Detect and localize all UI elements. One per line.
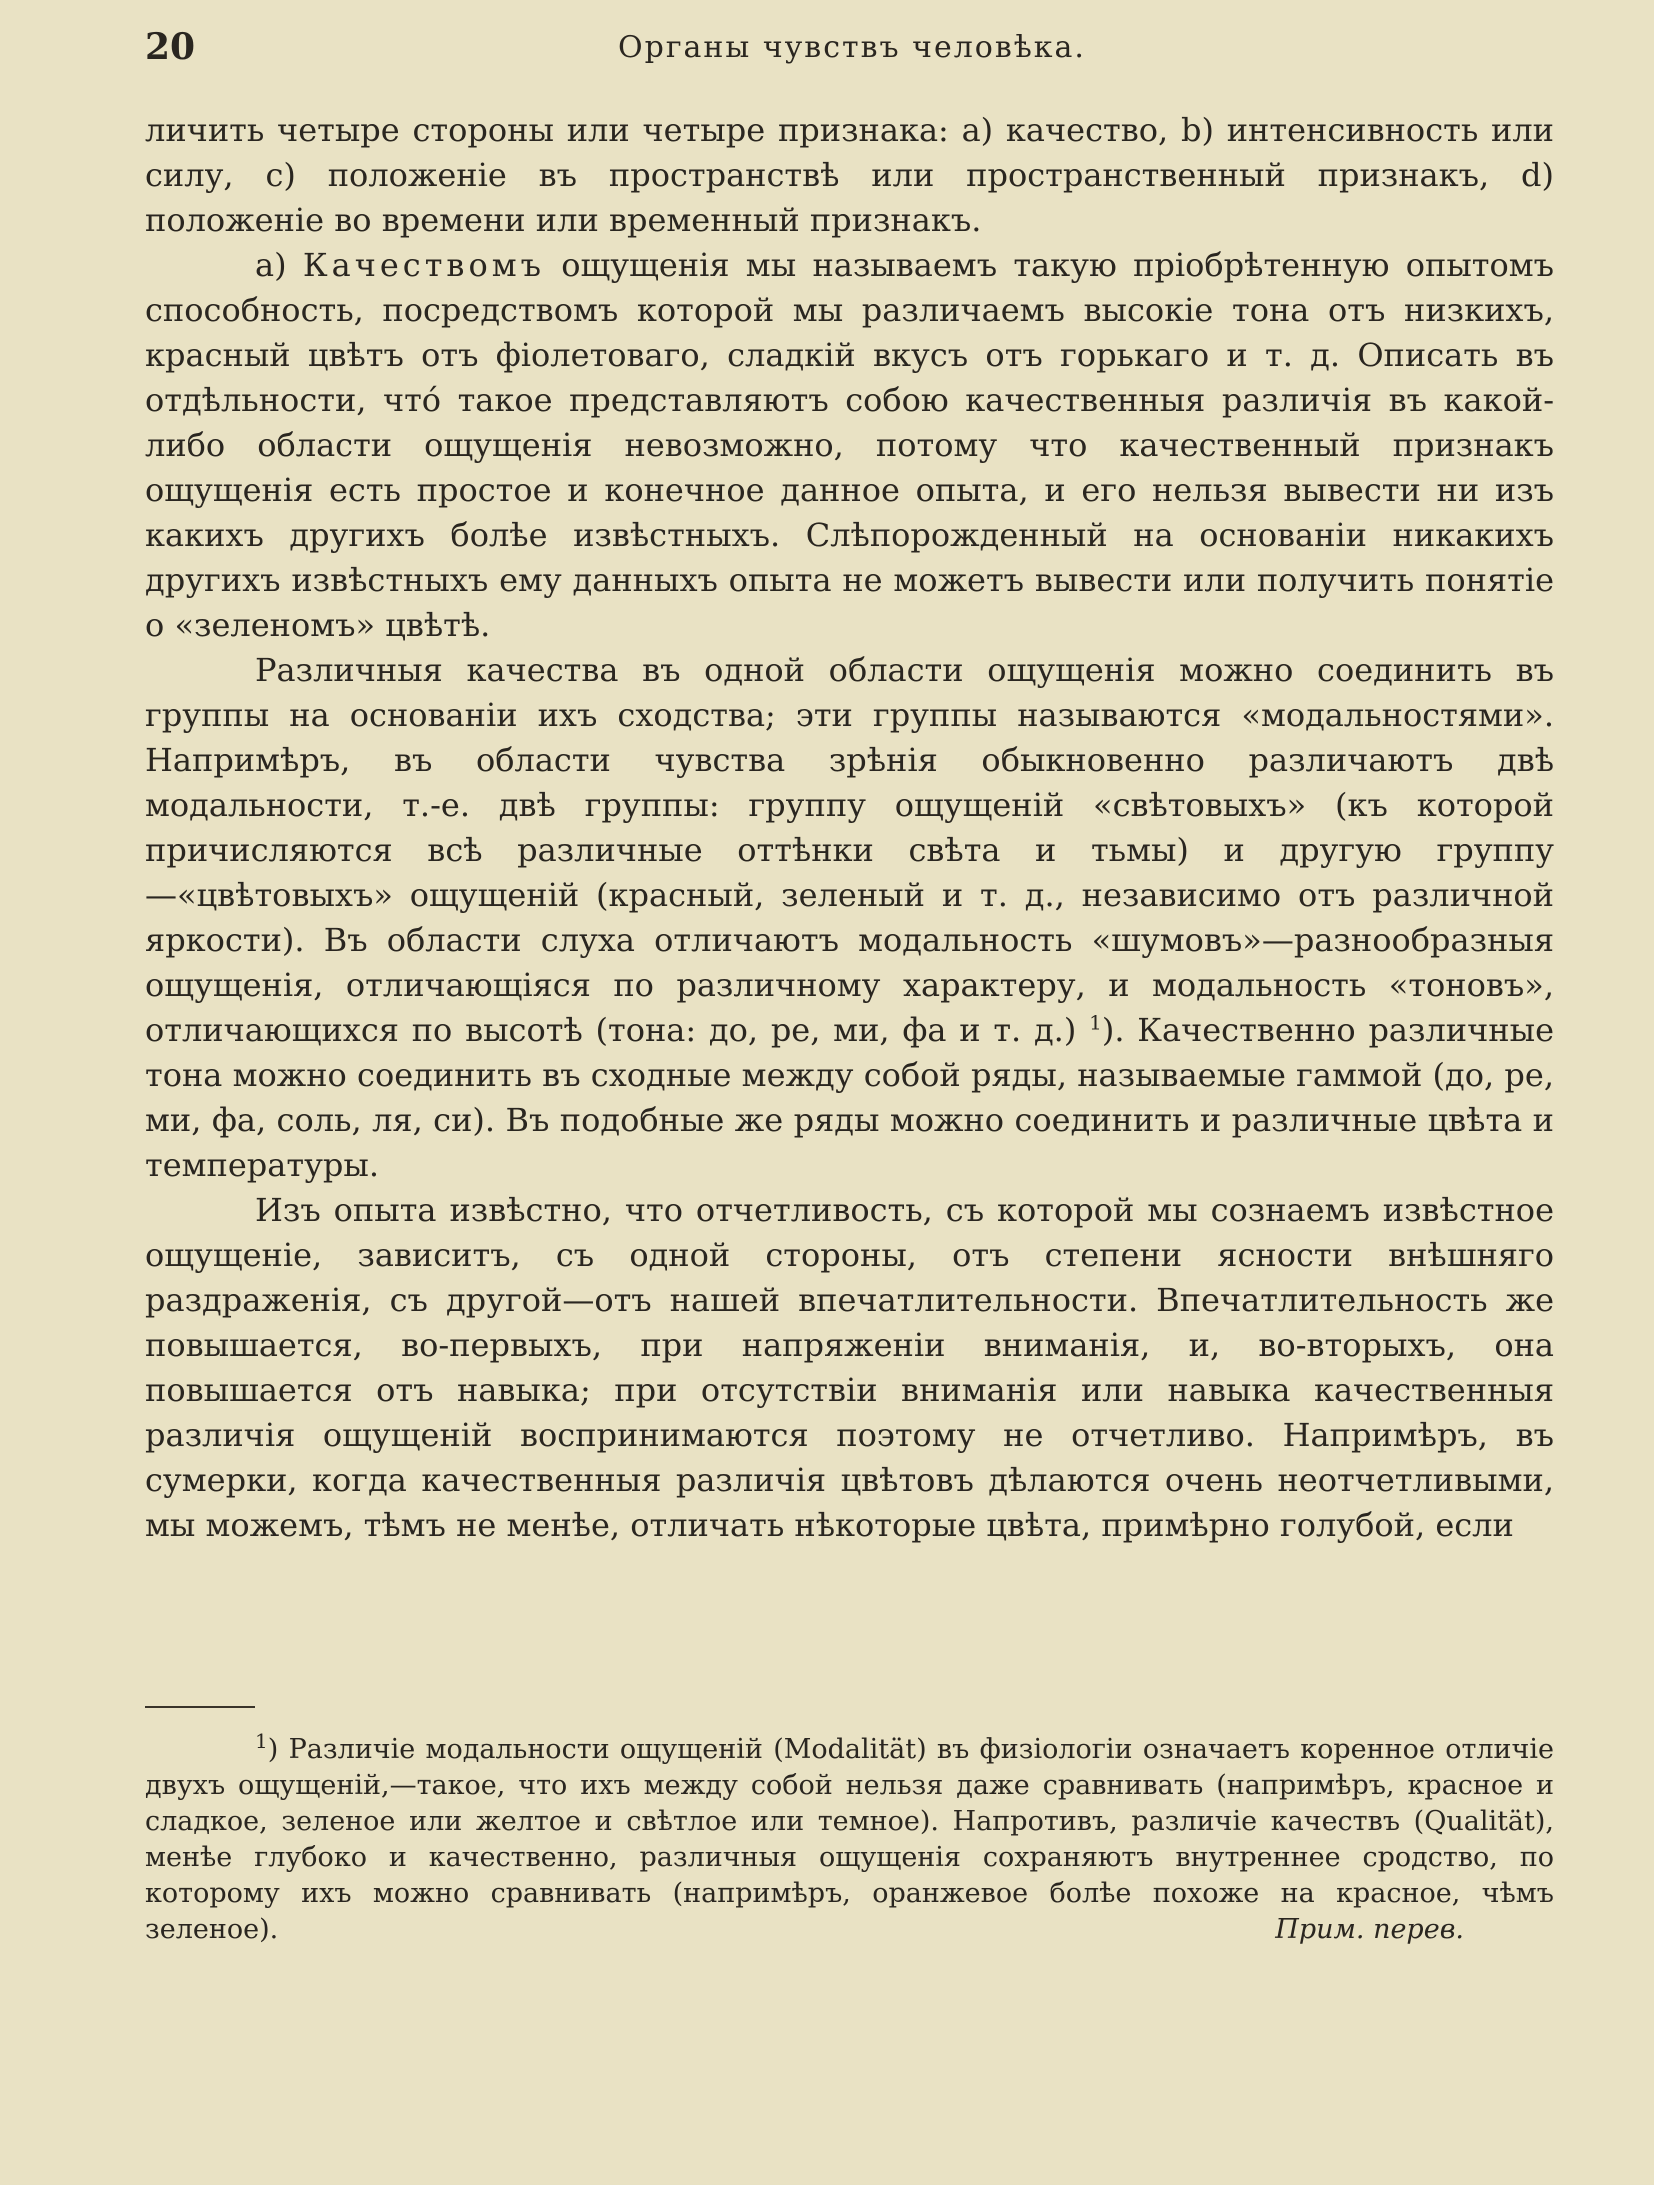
footnote-signoff: Прим. перев.: [1275, 1914, 1464, 1945]
paragraph-2-rest: ощущенія мы называемъ такую пріобрѣтенную опытомъ способность, посредствомъ которой мы различаемъ высокіе тона отъ низкихъ, красный цвѣтъ отъ фіолетоваго, сладкій вкусъ отъ горькаго и т. д. Описать въ отдѣльности, что́ такое представляютъ собою качественныя различія въ какой-либо области ощущенія невозможно, потому что качественный признакъ ощущенія есть простое и конечное данное опыта, и его нельзя вывести ни изъ какихъ другихъ болѣе извѣстныхъ. Слѣпорожденный на основаніи никакихъ другихъ извѣстныхъ ему данныхъ опыта не можетъ вывести или получить понятіе о «зеленомъ» цвѣтѣ.: [145, 246, 1555, 644]
footnote: [145, 1729, 1554, 1948]
paragraph-2-lead: a): [255, 246, 303, 284]
footnote-reference[interactable]: 1: [1089, 1010, 1102, 1035]
paragraph-2: [145, 243, 1554, 648]
page-number: 20: [145, 26, 196, 68]
footnote-marker: 1: [255, 1729, 268, 1753]
running-title: Органы чувствъ человѣка.: [618, 30, 1086, 65]
footnote-divider: [145, 1706, 255, 1708]
footnote-text: ) Различіе модальности ощущеній (Modalität) въ физіологіи означаетъ коренное отличіе двухъ ощущеній,—такое, что ихъ между собой нельзя даже сравнивать (напримѣръ, красное и сладкое, зеленое или желтое и свѣтлое или темное). Напротивъ, различіе качествъ (Qualität), менѣе глубоко и качественно, различныя ощущенія сохраняютъ внутреннее сродство, по которому ихъ можно сравнивать (напримѣръ, оранжевое болѣе похоже на красное, чѣмъ зеленое).: [145, 1734, 1554, 1945]
paragraph-3-part-a: Различныя качества въ одной области ощущенія можно соединить въ группы на основаніи ихъ сходства; эти группы называются «модальностями». Напримѣръ, въ области чувства зрѣнія обыкновенно различаютъ двѣ модальности, т.-е. двѣ группы: группу ощущеній «свѣтовыхъ» (къ которой причисляются всѣ различные оттѣнки свѣта и тьмы) и другую группу—«цвѣтовыхъ» ощущеній (красный, зеленый и т. д., независимо отъ различной яркости). Въ области слуха отличаютъ модальность «шумовъ»—разнообразныя ощущенія, отличающіяся по различному характеру, и модальность «тоновъ», отличающихся по высотѣ (тона: до, ре, ми, фа и т. д.): [145, 651, 1554, 1049]
paragraph-4: Изъ опыта извѣстно, что отчетливость, съ которой мы сознаемъ извѣстное ощущеніе, зависитъ, съ одной стороны, отъ степени ясности внѣшняго раздраженія, съ другой—отъ нашей впечатлительности. Впечатлительность же повышается, во-первыхъ, при напряженіи вниманія, и, во-вторыхъ, она повышается отъ навыка; при отсутствіи вниманія или навыка качественныя различія ощущеній воспринимаются поэтому не отчетливо. Напримѣръ, въ сумерки, когда качественныя различія цвѣтовъ дѣлаются очень неотчетливыми, мы можемъ, тѣмъ не менѣе, отличать нѣкоторые цвѣта, примѣрно голубой, если: [145, 1191, 1554, 1544]
paragraph-3: Различныя качества въ одной области ощущенія можно соединить въ группы на основаніи ихъ сходства; эти группы называются «модальностями». Напримѣръ, въ области чувства зрѣнія обыкновенно различаютъ двѣ модальности, т.-е. двѣ группы: группу ощущеній «свѣтовыхъ» (къ которой причисляются всѣ различные оттѣнки свѣта и тьмы) и другую группу—«цвѣтовыхъ» ощущеній (красный, зеленый и т. д., независимо отъ различной яркости). Въ области слуха отличаютъ модальность «шумовъ»—разнообразныя ощущенія, отличающіяся по различному характеру, и модальность «тоновъ», отличающихся по высотѣ (тона: до, ре, ми, фа и т. д.) $^1$). Качественно различные тона можно соединить въ сходные между собой ряды, называемые гаммой (до, ре, ми, фа, соль, ля, си). Въ подобные же ряды можно соединить и различные цвѣта и температуры.: [145, 651, 1555, 1184]
paragraph-2-term: Качествомъ: [302, 246, 545, 284]
body-text: [145, 108, 1554, 1548]
page-header: [145, 24, 1559, 74]
paragraph-1: личить четыре стороны или четыре признака: a) качество, b) интенсивность или силу, c) положеніе въ пространствѣ или пространственный признакъ, d) положеніе во времени или временный признакъ.: [145, 111, 1554, 239]
paragraph-3-part-b: . Качественно различные тона можно соединить въ сходные между собой ряды, называемые гаммой (до, ре, ми, фа, соль, ля, си). Въ подобные же ряды можно соединить и различные цвѣта и температуры.: [145, 1011, 1555, 1184]
